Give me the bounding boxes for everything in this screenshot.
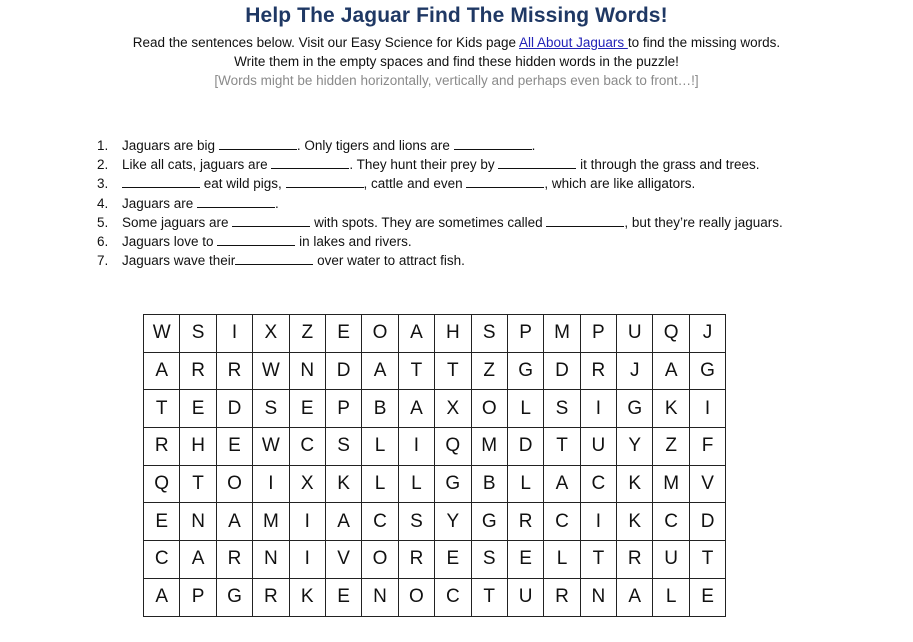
grid-cell[interactable]: A	[398, 390, 434, 428]
grid-cell[interactable]: R	[144, 428, 180, 466]
grid-row	[144, 465, 726, 503]
grid-cell[interactable]: R	[180, 352, 216, 390]
grid-cell[interactable]: L	[507, 465, 543, 503]
grid-cell[interactable]: Q	[144, 465, 180, 503]
grid-cell[interactable]: L	[507, 390, 543, 428]
grid-cell[interactable]: D	[689, 503, 725, 541]
grid-cell[interactable]: T	[580, 541, 616, 579]
grid-cell[interactable]: X	[253, 315, 289, 353]
grid-cell[interactable]: H	[180, 428, 216, 466]
answer-blank[interactable]	[219, 137, 297, 150]
question-list	[97, 136, 783, 270]
grid-cell[interactable]: X	[435, 390, 471, 428]
question-text: over water to attract fish.	[313, 253, 465, 269]
grid-cell[interactable]: P	[580, 315, 616, 353]
grid-cell[interactable]: O	[362, 315, 398, 353]
intro-line-2: Write them in the empty spaces and find these hidden words in the puzzle!	[234, 54, 679, 69]
grid-cell[interactable]: A	[325, 503, 361, 541]
grid-cell[interactable]: R	[580, 352, 616, 390]
grid-cell[interactable]: G	[435, 465, 471, 503]
grid-cell[interactable]: N	[362, 578, 398, 616]
grid-cell[interactable]: E	[144, 503, 180, 541]
grid-row	[144, 390, 726, 428]
question-text: with spots. They are sometimes called	[310, 214, 547, 230]
grid-cell[interactable]: M	[253, 503, 289, 541]
grid-cell[interactable]: W	[253, 352, 289, 390]
grid-cell[interactable]: A	[398, 315, 434, 353]
grid-cell[interactable]: D	[325, 352, 361, 390]
grid-cell[interactable]: S	[325, 428, 361, 466]
grid-cell[interactable]: C	[653, 503, 689, 541]
intro-text-before-link: Read the sentences below. Visit our Easy Science for Kids page	[132, 35, 520, 50]
grid-cell[interactable]: T	[689, 541, 725, 579]
grid-cell[interactable]: G	[689, 352, 725, 390]
grid-cell[interactable]: J	[689, 315, 725, 353]
grid-cell[interactable]: M	[653, 465, 689, 503]
grid-cell[interactable]: C	[544, 503, 580, 541]
question-text: in lakes and rivers.	[295, 233, 412, 249]
question-text: it through the grass and trees.	[576, 157, 760, 173]
grid-cell[interactable]: A	[180, 541, 216, 579]
grid-cell[interactable]: C	[289, 428, 325, 466]
grid-cell[interactable]: F	[689, 428, 725, 466]
answer-blank[interactable]	[122, 175, 200, 188]
grid-cell[interactable]: G	[216, 578, 252, 616]
grid-cell[interactable]: P	[507, 315, 543, 353]
grid-cell[interactable]: A	[653, 352, 689, 390]
grid-cell[interactable]: C	[144, 541, 180, 579]
grid-cell[interactable]: G	[507, 352, 543, 390]
question-text: Jaguars wave their	[122, 253, 236, 269]
question-number: 6.	[97, 233, 109, 249]
answer-blank[interactable]	[498, 156, 576, 169]
grid-cell[interactable]: A	[144, 352, 180, 390]
question-item	[97, 194, 783, 213]
hint-line: [Words might be hidden horizontally, vertically and perhaps even back to front…!]	[214, 73, 699, 88]
grid-cell[interactable]: I	[289, 541, 325, 579]
question-number: 4.	[97, 195, 109, 211]
grid-cell[interactable]: B	[471, 465, 507, 503]
grid-cell[interactable]: P	[325, 390, 361, 428]
grid-cell[interactable]: C	[435, 578, 471, 616]
grid-cell[interactable]: V	[325, 541, 361, 579]
answer-blank[interactable]	[235, 252, 313, 265]
grid-cell[interactable]: K	[617, 465, 653, 503]
grid-cell[interactable]: L	[398, 465, 434, 503]
question-number: 5.	[97, 214, 109, 230]
answer-blank[interactable]	[454, 137, 532, 150]
grid-cell[interactable]: V	[689, 465, 725, 503]
grid-cell[interactable]: I	[580, 390, 616, 428]
grid-row	[144, 578, 726, 616]
question-text: Jaguars are	[122, 195, 198, 211]
question-text: Like all cats, jaguars are	[122, 157, 272, 173]
grid-row	[144, 428, 726, 466]
grid-cell[interactable]: L	[362, 465, 398, 503]
grid-cell[interactable]: T	[544, 428, 580, 466]
grid-cell[interactable]: Q	[653, 315, 689, 353]
grid-cell[interactable]: K	[289, 578, 325, 616]
grid-row	[144, 352, 726, 390]
grid-cell[interactable]: I	[398, 428, 434, 466]
grid-cell[interactable]: L	[653, 578, 689, 616]
word-search-grid	[143, 314, 726, 617]
grid-cell[interactable]: O	[471, 390, 507, 428]
grid-cell[interactable]: Z	[471, 352, 507, 390]
grid-cell[interactable]: N	[180, 503, 216, 541]
grid-cell[interactable]: U	[507, 578, 543, 616]
grid-cell[interactable]: A	[144, 578, 180, 616]
question-text: Jaguars are big	[122, 138, 219, 153]
grid-cell[interactable]: D	[507, 428, 543, 466]
grid-cell[interactable]: U	[580, 428, 616, 466]
grid-cell[interactable]: P	[180, 578, 216, 616]
question-text: . They hunt their prey by	[349, 157, 499, 173]
grid-cell[interactable]: T	[435, 352, 471, 390]
grid-cell[interactable]: I	[253, 465, 289, 503]
question-text: . Only tigers and lions are	[296, 138, 454, 153]
grid-cell[interactable]: U	[617, 315, 653, 353]
grid-row	[144, 541, 726, 579]
grid-cell[interactable]: K	[653, 390, 689, 428]
grid-cell[interactable]: X	[289, 465, 325, 503]
grid-cell[interactable]: D	[216, 390, 252, 428]
all-about-jaguars-link[interactable]: All About Jaguars	[519, 35, 628, 50]
grid-cell[interactable]: S	[180, 315, 216, 353]
grid-cell[interactable]: U	[653, 541, 689, 579]
answer-blank[interactable]	[197, 195, 275, 208]
question-item	[97, 213, 783, 232]
question-item	[97, 251, 783, 270]
answer-blank[interactable]	[546, 214, 624, 227]
answer-blank[interactable]	[286, 175, 364, 188]
grid-cell[interactable]: A	[216, 503, 252, 541]
grid-cell[interactable]: R	[507, 503, 543, 541]
grid-cell[interactable]: I	[689, 390, 725, 428]
answer-blank[interactable]	[466, 175, 544, 188]
grid-cell[interactable]: I	[289, 503, 325, 541]
grid-cell[interactable]: R	[617, 541, 653, 579]
grid-cell[interactable]: S	[544, 390, 580, 428]
intro-text-after-link: to find the missing words.	[627, 35, 781, 50]
question-text: .	[531, 138, 536, 153]
grid-cell[interactable]: D	[544, 352, 580, 390]
grid-cell[interactable]: H	[435, 315, 471, 353]
grid-row	[144, 315, 726, 353]
grid-row	[144, 503, 726, 541]
grid-cell[interactable]: E	[507, 541, 543, 579]
grid-cell[interactable]: W	[144, 315, 180, 353]
grid-cell[interactable]: S	[398, 503, 434, 541]
grid-cell[interactable]: G	[617, 390, 653, 428]
grid-cell[interactable]: Y	[435, 503, 471, 541]
grid-cell[interactable]: R	[216, 352, 252, 390]
grid-cell[interactable]: M	[544, 315, 580, 353]
question-number: 7.	[97, 253, 109, 269]
grid-cell[interactable]: I	[580, 503, 616, 541]
grid-cell[interactable]: T	[180, 465, 216, 503]
grid-cell[interactable]: A	[544, 465, 580, 503]
grid-cell[interactable]: K	[617, 503, 653, 541]
grid-cell[interactable]: Z	[289, 315, 325, 353]
grid-cell[interactable]: O	[398, 578, 434, 616]
grid-cell[interactable]: Z	[653, 428, 689, 466]
question-number: 1.	[97, 138, 109, 153]
grid-cell[interactable]: K	[325, 465, 361, 503]
grid-cell[interactable]: A	[362, 352, 398, 390]
question-text: , but they’re really jaguars.	[624, 214, 783, 230]
question-text: .	[275, 195, 279, 211]
grid-cell[interactable]: E	[180, 390, 216, 428]
grid-cell[interactable]: E	[435, 541, 471, 579]
grid-cell[interactable]: L	[544, 541, 580, 579]
grid-cell[interactable]: T	[144, 390, 180, 428]
grid-cell[interactable]: O	[362, 541, 398, 579]
question-text: Jaguars love to	[122, 233, 218, 249]
question-text: , which are like alligators.	[544, 176, 696, 192]
grid-cell[interactable]: E	[325, 315, 361, 353]
answer-blank[interactable]	[232, 214, 310, 227]
page-title: Help The Jaguar Find The Missing Words!	[245, 4, 668, 27]
intro-line-1	[0, 35, 913, 50]
question-item	[97, 155, 783, 174]
grid-cell[interactable]: G	[471, 503, 507, 541]
answer-blank[interactable]	[271, 156, 349, 169]
question-text: , cattle and even	[363, 176, 467, 192]
grid-cell[interactable]: T	[471, 578, 507, 616]
question-item	[97, 232, 783, 251]
question-text: eat wild pigs,	[200, 176, 286, 192]
grid-cell[interactable]: E	[289, 390, 325, 428]
grid-cell[interactable]: R	[216, 541, 252, 579]
grid-cell[interactable]: E	[216, 428, 252, 466]
question-number: 2.	[97, 157, 109, 173]
grid-cell[interactable]: N	[253, 541, 289, 579]
grid-cell[interactable]: M	[471, 428, 507, 466]
grid-cell[interactable]: R	[398, 541, 434, 579]
grid-cell[interactable]: L	[362, 428, 398, 466]
grid-cell[interactable]: R	[253, 578, 289, 616]
question-number: 3.	[97, 176, 109, 192]
grid-cell[interactable]: I	[216, 315, 252, 353]
question-item	[97, 136, 783, 155]
grid-cell[interactable]: E	[325, 578, 361, 616]
grid-cell[interactable]: B	[362, 390, 398, 428]
question-item	[97, 174, 783, 193]
answer-blank[interactable]	[217, 233, 295, 246]
grid-cell[interactable]: S	[471, 315, 507, 353]
grid-cell[interactable]: Y	[617, 428, 653, 466]
grid-cell[interactable]: A	[617, 578, 653, 616]
grid-cell[interactable]: T	[398, 352, 434, 390]
grid-cell[interactable]: C	[362, 503, 398, 541]
grid-cell[interactable]: Q	[435, 428, 471, 466]
grid-cell[interactable]: W	[253, 428, 289, 466]
grid-cell[interactable]: O	[216, 465, 252, 503]
grid-cell[interactable]: E	[689, 578, 725, 616]
grid-cell[interactable]: N	[289, 352, 325, 390]
grid-cell[interactable]: S	[253, 390, 289, 428]
grid-cell[interactable]: N	[580, 578, 616, 616]
grid-cell[interactable]: J	[617, 352, 653, 390]
question-text: Some jaguars are	[122, 214, 233, 230]
grid-cell[interactable]: S	[471, 541, 507, 579]
grid-cell[interactable]: C	[580, 465, 616, 503]
grid-cell[interactable]: R	[544, 578, 580, 616]
